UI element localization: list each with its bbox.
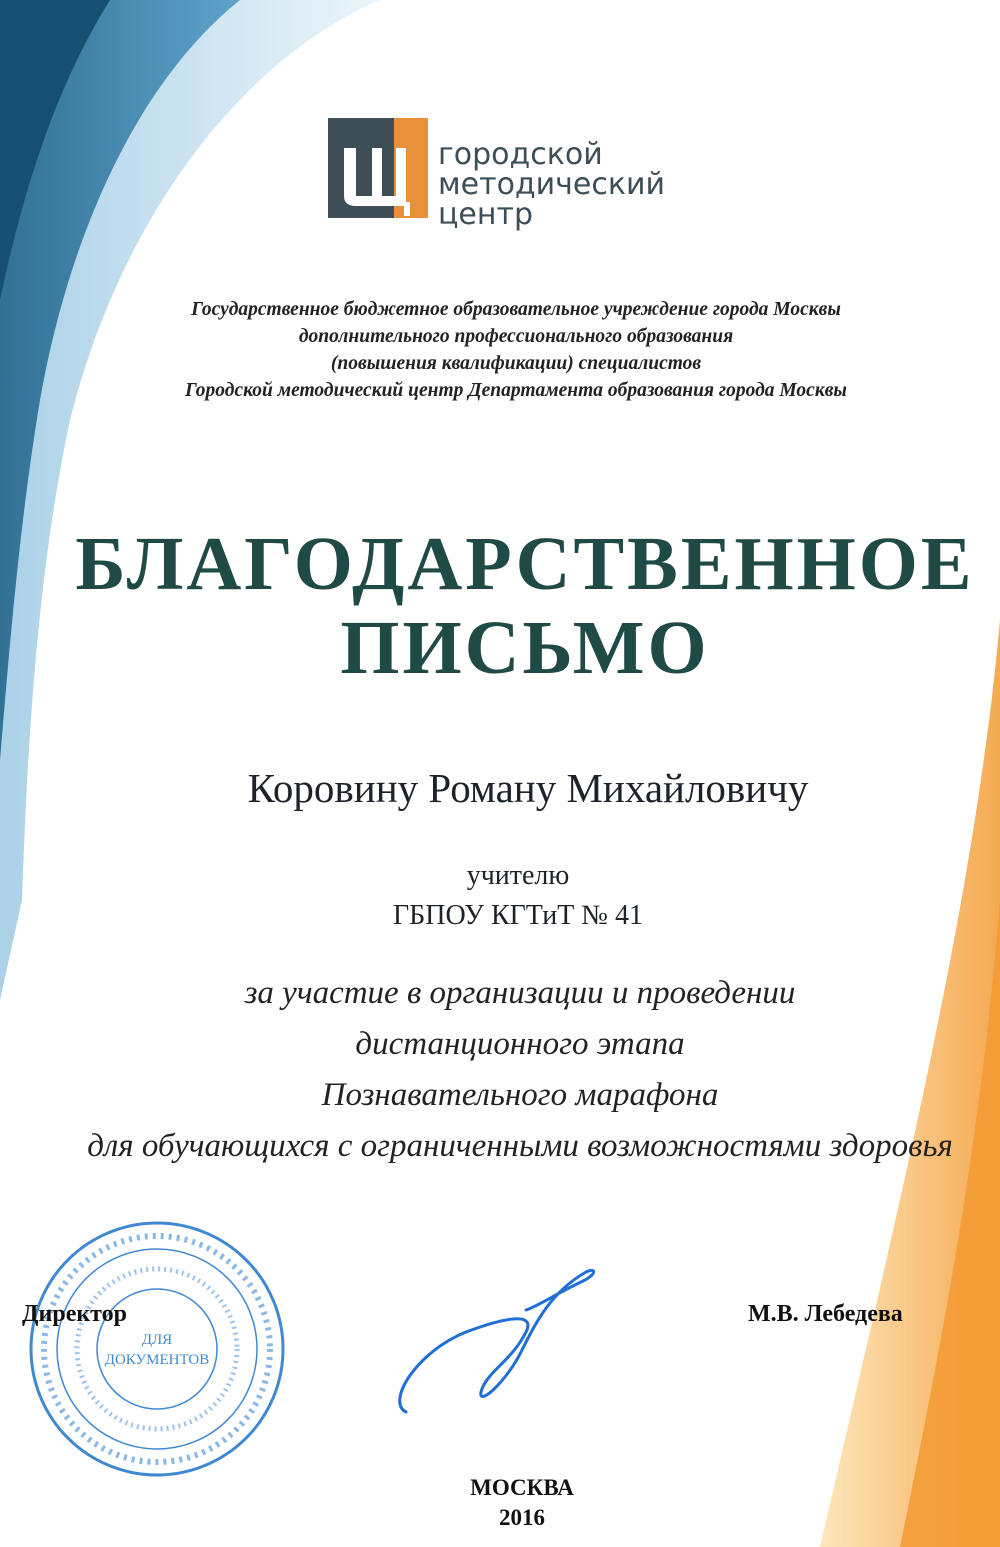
footer-city: МОСКВА (470, 1475, 574, 1500)
organization-name (60, 296, 972, 404)
recipient-position: учителю (466, 860, 570, 891)
official-stamp (26, 1218, 288, 1480)
svg-text:ДЛЯ: ДЛЯ (141, 1332, 173, 1348)
footer-year: 2016 (499, 1505, 545, 1530)
title-line-2: ПИСЬМО (340, 606, 710, 690)
svg-text:ДОКУМЕНТОВ: ДОКУМЕНТОВ (104, 1352, 210, 1368)
organization-line: Городской методический центр Департамента образования города Москвы (185, 380, 847, 401)
logo-line: методический (438, 167, 665, 202)
footer (0, 1473, 1000, 1533)
signature-scribble (386, 1262, 602, 1422)
award-reason (0, 968, 1000, 1172)
reason-line: Познавательного марафона (321, 1077, 719, 1113)
organization-line: дополнительного профессионального образования (298, 326, 734, 347)
organization-line: Государственное бюджетное образовательное учреждение города Москвы (191, 299, 841, 320)
recipient-workplace: ГБПОУ КГТиТ № 41 (392, 900, 644, 931)
logo-line: городской (438, 137, 603, 172)
recipient-details (0, 856, 1000, 936)
title-line-1: БЛАГОДАРСТВЕННОЕ (75, 522, 975, 606)
signature-role: Директор (22, 1301, 127, 1327)
reason-line: за участие в организации и проведении (244, 975, 796, 1011)
document-title (0, 522, 1000, 690)
reason-line: для обучающихся с ограниченными возможностями здоровья (87, 1128, 953, 1164)
recipient-name: Коровину Роману Михайловичу (247, 765, 809, 811)
organization-line: (повышения квалификации) специалистов (330, 353, 702, 374)
reason-line: дистанционного этапа (355, 1026, 685, 1062)
logo-line: центр (438, 197, 534, 232)
gmc-logo-icon (326, 118, 432, 222)
logo-text (438, 137, 738, 232)
signatory-name: М.В. Лебедева (748, 1301, 903, 1327)
